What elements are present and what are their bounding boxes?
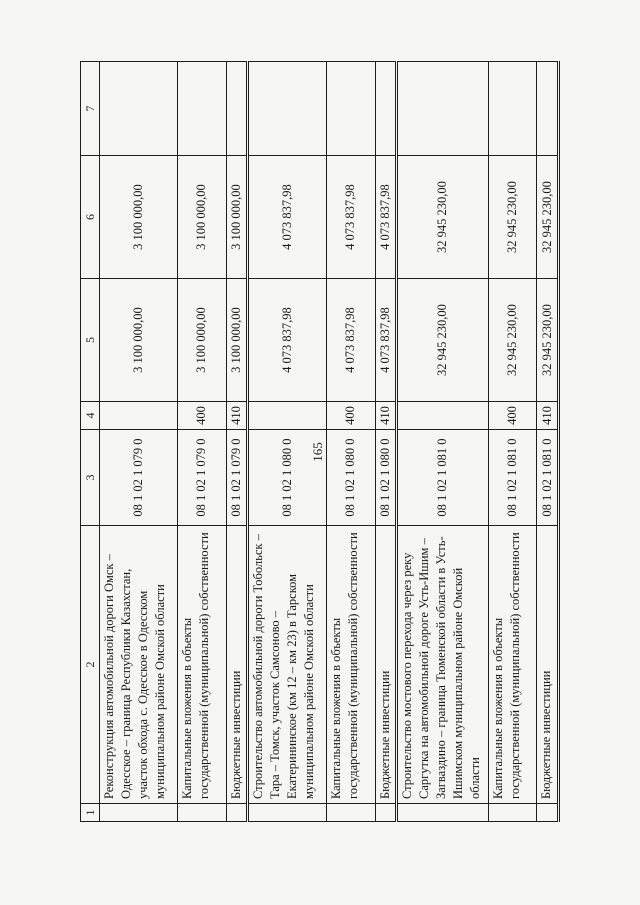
- budget-table: [80, 61, 560, 822]
- table-row: [177, 62, 226, 822]
- item-name-cell: Капитальные вложения в объекты государственной (муниципальной) собственности: [488, 526, 537, 804]
- amount-col7-cell: [375, 62, 397, 156]
- amount-col5-cell: 3 100 000,00: [177, 279, 226, 402]
- row-number-cell: [488, 804, 537, 822]
- row-number-cell: [177, 804, 226, 822]
- amount-col7-cell: [326, 62, 375, 156]
- table-row: [226, 62, 248, 822]
- column-header-1: 1: [81, 804, 100, 822]
- item-name-cell: Капитальные вложения в объекты государственной (муниципальной) собственности: [326, 526, 375, 804]
- item-code-cell: 08 1 02 1 080 0: [375, 430, 397, 526]
- table-row: [375, 62, 397, 822]
- expense-type-cell: [248, 402, 327, 430]
- amount-col5-cell: 4 073 837,98: [248, 279, 327, 402]
- column-header-3: 3: [81, 430, 100, 526]
- amount-col6-cell: 32 945 230,00: [397, 156, 489, 279]
- amount-col6-cell: 3 100 000,00: [226, 156, 248, 279]
- item-name-cell: Реконструкция автомобильной дороги Омск – Одесское – граница Республики Казахстан, участок обхода с. Одесское в Одесском муниципальном районе Омской области: [100, 526, 178, 804]
- column-header-4: 4: [81, 402, 100, 430]
- item-name-cell: Капитальные вложения в объекты государственной (муниципальной) собственности: [177, 526, 226, 804]
- item-name-cell: Бюджетные инвестиции: [375, 526, 397, 804]
- page-number: 165: [310, 442, 325, 462]
- amount-col7-cell: [488, 62, 537, 156]
- row-number-cell: [326, 804, 375, 822]
- amount-col5-cell: 4 073 837,98: [326, 279, 375, 402]
- amount-col6-cell: 3 100 000,00: [177, 156, 226, 279]
- table-row: [100, 62, 178, 822]
- item-name-cell: Строительство автомобильной дороги Тобольск – Тара – Томск, участок Самсоново – Екатерининское (км 12 – км 23) в Тарском муниципальном районе Омской области: [248, 526, 327, 804]
- column-header-6: 6: [81, 156, 100, 279]
- amount-col5-cell: 32 945 230,00: [537, 279, 559, 402]
- item-code-cell: 08 1 02 1 081 0: [488, 430, 537, 526]
- amount-col6-cell: 4 073 837,98: [248, 156, 327, 279]
- expense-type-cell: [100, 402, 178, 430]
- column-header-7: 7: [81, 62, 100, 156]
- expense-type-cell: 400: [177, 402, 226, 430]
- amount-col5-cell: 3 100 000,00: [100, 279, 178, 402]
- amount-col5-cell: 3 100 000,00: [226, 279, 248, 402]
- table-row: [397, 62, 489, 822]
- table-body: [100, 62, 559, 822]
- amount-col6-cell: 4 073 837,98: [326, 156, 375, 279]
- amount-col5-cell: 32 945 230,00: [397, 279, 489, 402]
- expense-type-cell: 410: [226, 402, 248, 430]
- expense-type-cell: 400: [326, 402, 375, 430]
- item-code-cell: 08 1 02 1 079 0: [177, 430, 226, 526]
- amount-col7-cell: [177, 62, 226, 156]
- item-name-cell: Бюджетные инвестиции: [226, 526, 248, 804]
- item-code-cell: 08 1 02 1 081 0: [537, 430, 559, 526]
- table-row: [537, 62, 559, 822]
- amount-col7-cell: [248, 62, 327, 156]
- row-number-cell: [375, 804, 397, 822]
- expense-type-cell: 410: [375, 402, 397, 430]
- row-number-cell: [537, 804, 559, 822]
- item-name-cell: Строительство мостового перехода через реку Саргутка на автомобильной дороге Усть-Ишим – Загваздино – граница Тюменской области в Усть-Ишимском муниципальном районе Омской области: [397, 526, 489, 804]
- table-row: [488, 62, 537, 822]
- row-number-cell: [226, 804, 248, 822]
- amount-col7-cell: [100, 62, 178, 156]
- rotated-page-content: [80, 62, 560, 822]
- item-code-cell: 08 1 02 1 079 0: [100, 430, 178, 526]
- amount-col7-cell: [397, 62, 489, 156]
- item-name-cell: Бюджетные инвестиции: [537, 526, 559, 804]
- column-header-5: 5: [81, 279, 100, 402]
- amount-col7-cell: [537, 62, 559, 156]
- expense-type-cell: 400: [488, 402, 537, 430]
- amount-col6-cell: 32 945 230,00: [488, 156, 537, 279]
- item-code-cell: 08 1 02 1 080 0: [326, 430, 375, 526]
- amount-col5-cell: 32 945 230,00: [488, 279, 537, 402]
- row-number-cell: [397, 804, 489, 822]
- header-row: [81, 62, 100, 822]
- row-number-cell: [248, 804, 327, 822]
- item-code-cell: 08 1 02 1 081 0: [397, 430, 489, 526]
- row-number-cell: [100, 804, 178, 822]
- amount-col6-cell: 3 100 000,00: [100, 156, 178, 279]
- table-row: [326, 62, 375, 822]
- expense-type-cell: [397, 402, 489, 430]
- amount-col6-cell: 32 945 230,00: [537, 156, 559, 279]
- item-code-cell: 08 1 02 1 080 0: [248, 430, 327, 526]
- expense-type-cell: 410: [537, 402, 559, 430]
- amount-col7-cell: [226, 62, 248, 156]
- item-code-cell: 08 1 02 1 079 0: [226, 430, 248, 526]
- table-row: [248, 62, 327, 822]
- amount-col6-cell: 4 073 837,98: [375, 156, 397, 279]
- column-header-2: 2: [81, 526, 100, 804]
- amount-col5-cell: 4 073 837,98: [375, 279, 397, 402]
